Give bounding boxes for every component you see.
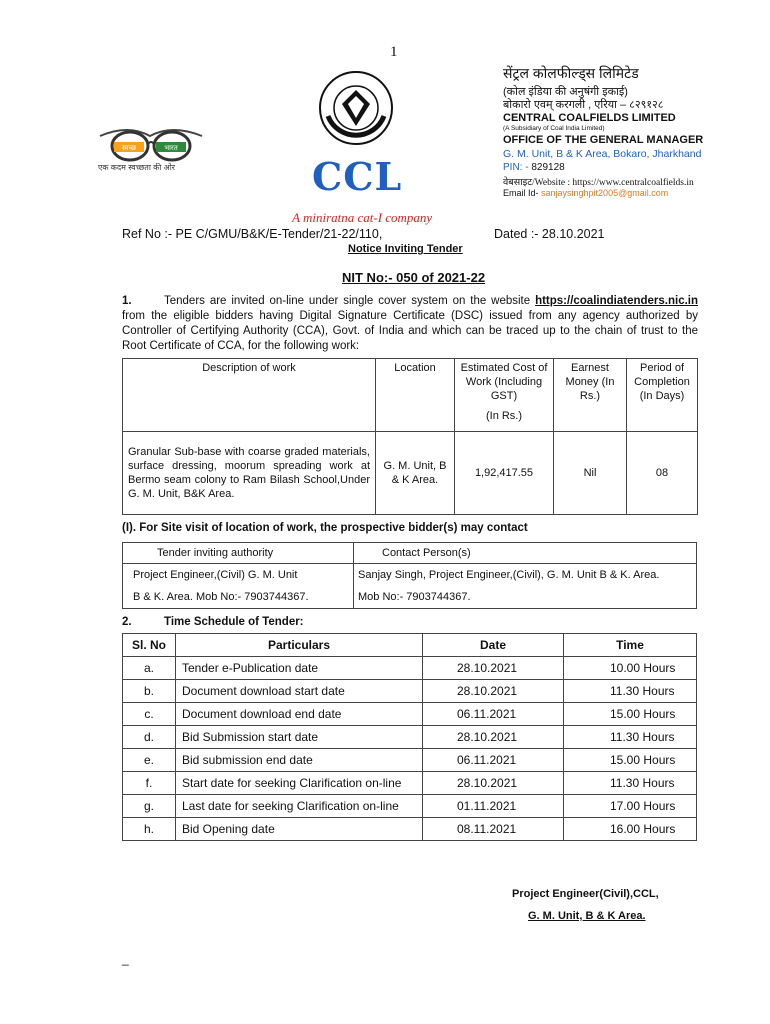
page-number: 1 xyxy=(390,44,398,60)
svg-text:स्वच्छ: स्वच्छ xyxy=(121,145,137,152)
contact-person-cell: Sanjay Singh, Project Engineer,(Civil), G. M. Unit B & K. Area. Mob No:- 7903744367. xyxy=(354,564,697,609)
table-row xyxy=(123,432,698,515)
work-earnest-money: Nil xyxy=(554,432,627,515)
col-period: Period of Completion (In Days) xyxy=(627,359,698,432)
col-date: Date xyxy=(423,634,564,657)
ccl-logo: CCL xyxy=(312,154,403,199)
company-address-hindi: बोकारो एवम् करगली , एरिया – ८२९१२८ xyxy=(503,99,664,111)
site-visit-heading: (I). For Site visit of location of work, the prospective bidder(s) may contact xyxy=(122,522,528,534)
svg-text:भारत: भारत xyxy=(164,145,178,152)
contact-table xyxy=(122,542,697,609)
miniratna-tagline: A miniratna cat-I company xyxy=(292,210,433,225)
signatory-title: Project Engineer(Civil),CCL, xyxy=(512,888,659,900)
pin-code: PIN: - 829128 xyxy=(503,162,565,173)
table-row: h. Bid Opening date 08.11.2021 16.00 Hours xyxy=(123,818,697,841)
notice-title: Notice Inviting Tender xyxy=(348,243,463,255)
col-contact-person: Contact Person(s) xyxy=(354,543,697,564)
table-row: c. Document download end date 06.11.2021 15.00 Hours xyxy=(123,703,697,726)
unit-address: G. M. Unit, B & K Area, Bokaro, Jharkhand xyxy=(503,148,702,160)
col-location: Location xyxy=(376,359,455,432)
intro-paragraph: 1. Tenders are invited on-line under single cover system on the website https://coalindiatenders.nic.in from the eligible bidders having Digital Signature Certificate (DSC) issued from any agency authorized by Controller of Certifying Authority (CCA), Govt. of India and which can be traced up to the chain of trust to the Root Certificate of CCA, for the following work: xyxy=(122,295,698,352)
work-estimated-cost: 1,92,417.55 xyxy=(455,432,554,515)
work-description: Granular Sub-base with coarse graded materials, surface dressing, moorum spreading work at Bermo seam colony to Ram Bilash School,Under G. M. Unit, B&K Area. xyxy=(123,432,376,515)
footer-mark: _ xyxy=(122,952,129,966)
nit-number: NIT No:- 050 of 2021-22 xyxy=(342,270,486,285)
col-time: Time xyxy=(564,634,697,657)
website-link[interactable]: वेबसाइट/Website : https://www.centralcoalfields.in xyxy=(503,178,694,188)
authority-cell: Project Engineer,(Civil) G. M. Unit B & K. Area. Mob No:- 7903744367. xyxy=(123,564,354,609)
office-name: OFFICE OF THE GENERAL MANAGER xyxy=(503,134,704,146)
schedule-heading: 2. Time Schedule of Tender: xyxy=(122,616,304,628)
email-address[interactable]: Email Id- sanjaysinghpit2005@gmail.com xyxy=(503,188,669,198)
col-sl-no: Sl. No xyxy=(123,634,176,657)
work-period: 08 xyxy=(627,432,698,515)
table-row: f. Start date for seeking Clarification on-line 28.10.2021 11.30 Hours xyxy=(123,772,697,795)
swachh-tagline: एक कदम स्वच्छता की ओर xyxy=(98,163,176,172)
col-description: Description of work xyxy=(123,359,376,432)
company-subsidiary-hindi: (कोल इंडिया की अनुषंगी इकाई) xyxy=(503,86,628,98)
table-row: b. Document download start date 28.10.2021 11.30 Hours xyxy=(123,680,697,703)
tender-website-link[interactable]: https://coalindiatenders.nic.in xyxy=(535,295,698,307)
table-row: a. Tender e-Publication date 28.10.2021 10.00 Hours xyxy=(123,657,697,680)
company-name-hindi: सेंट्रल कोलफील्ड्स लिमिटेड xyxy=(503,65,639,81)
col-earnest-money: Earnest Money (In Rs.) xyxy=(554,359,627,432)
col-estimated-cost: Estimated Cost of Work (Including GST) (In Rs.) xyxy=(455,359,554,432)
col-authority: Tender inviting authority xyxy=(123,543,354,564)
coal-india-logo xyxy=(318,70,394,146)
table-row: d. Bid Submission start date 28.10.2021 11.30 Hours xyxy=(123,726,697,749)
signatory-unit: G. M. Unit, B & K Area. xyxy=(528,910,646,922)
schedule-table xyxy=(122,633,697,841)
work-table xyxy=(122,358,698,515)
reference-number: Ref No :- PE C/GMU/B&K/E-Tender/21-22/110, xyxy=(122,227,383,241)
table-row: g. Last date for seeking Clarification on-line 01.11.2021 17.00 Hours xyxy=(123,795,697,818)
document-date: Dated :- 28.10.2021 xyxy=(494,227,605,241)
work-location: G. M. Unit, B & K Area. xyxy=(376,432,455,515)
col-particulars: Particulars xyxy=(176,634,423,657)
table-row: e. Bid submission end date 06.11.2021 15.00 Hours xyxy=(123,749,697,772)
company-name: CENTRAL COALFIELDS LIMITED xyxy=(503,112,676,124)
company-subsidiary: (A Subsidiary of Coal India Limited) xyxy=(503,125,605,132)
